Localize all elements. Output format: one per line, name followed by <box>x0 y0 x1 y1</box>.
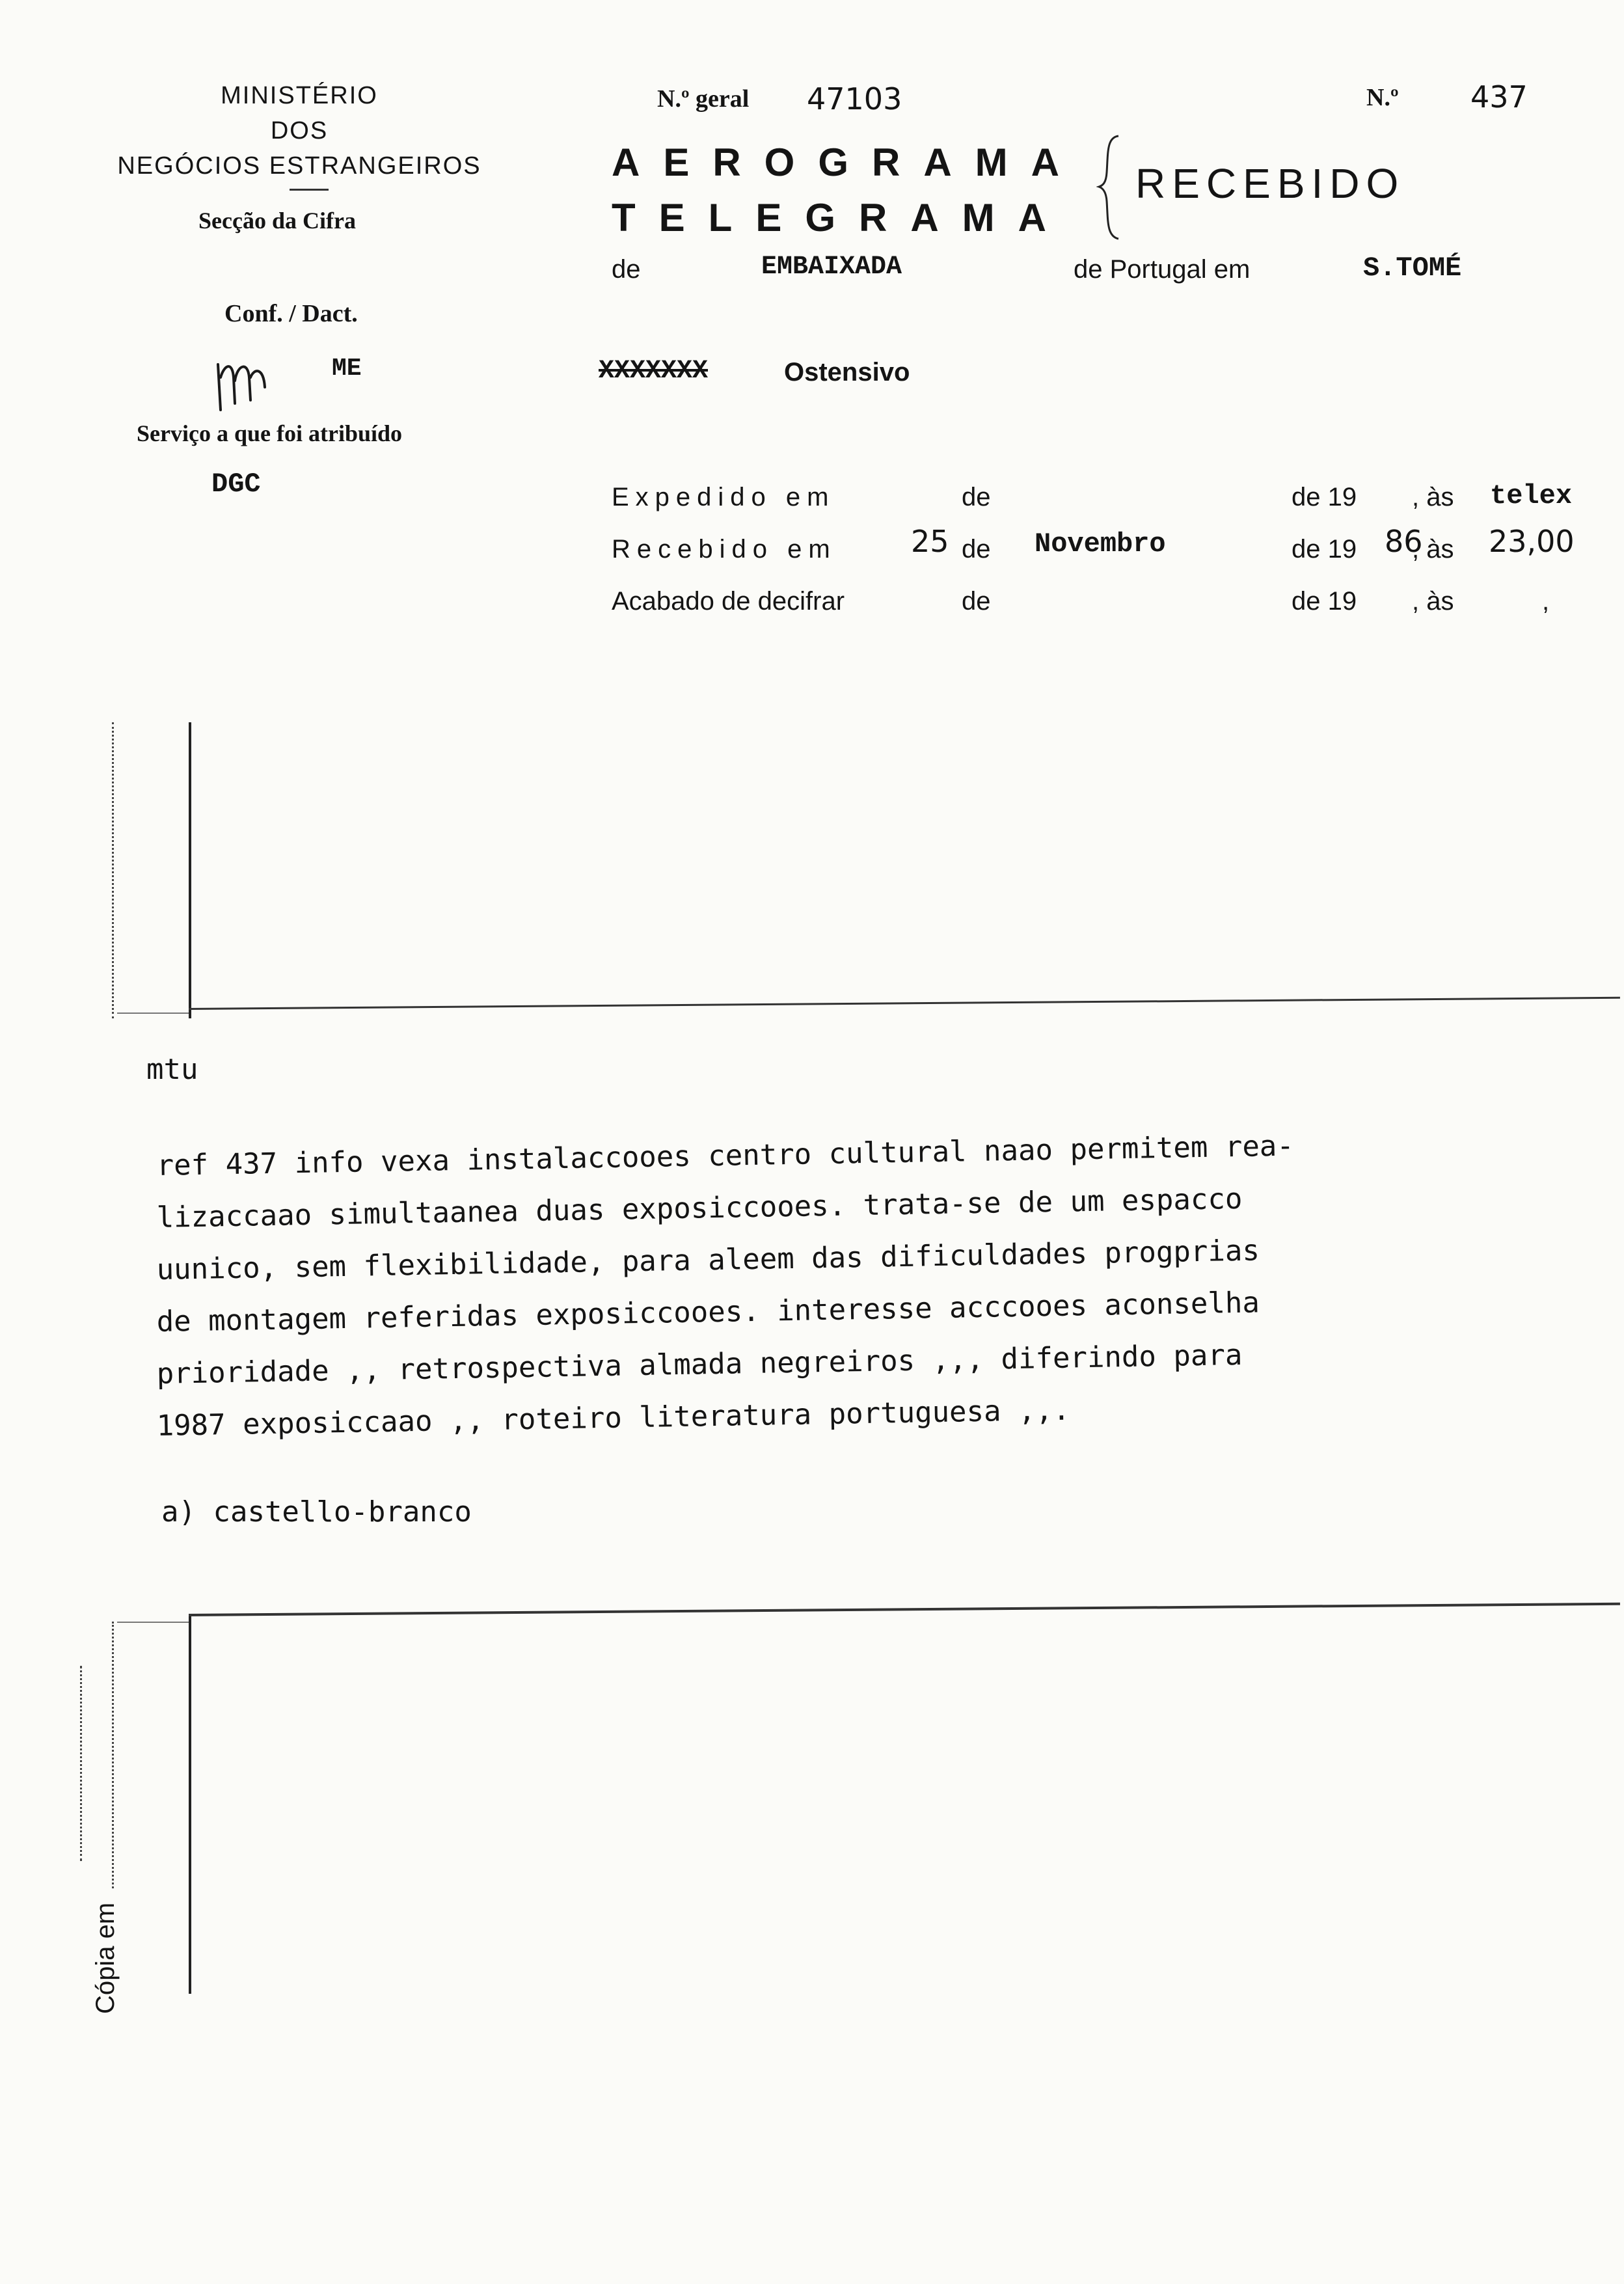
message-line: de montagem referidas exposiccooes. interesse acccooes aconselha <box>156 1286 1260 1339</box>
recebido-day: 25 <box>911 524 949 559</box>
geral-label: N.º geral <box>657 85 750 113</box>
classification-struck: XXXXXXX <box>599 357 709 386</box>
recebido-label: Recebido em <box>612 535 837 564</box>
recebido-de19: de 19 <box>1292 535 1357 564</box>
recebido-as: , às <box>1412 535 1454 564</box>
recebido-time: 23,00 <box>1489 524 1575 559</box>
message-line: ref 437 info vexa instalaccooes centro cultural naao permitem rea- <box>156 1129 1295 1182</box>
status-received: RECEBIDO <box>1135 160 1405 207</box>
message-line: lizaccaao simultaanea duas exposiccooes. trata-se de um espacco <box>156 1182 1243 1234</box>
upper-box-stub-rule <box>117 1013 189 1014</box>
n-label: N.º <box>1366 84 1399 111</box>
service-label: Serviço a que foi atribuído <box>137 420 403 446</box>
ministry-line-3: NEGÓCIOS ESTRANGEIROS <box>117 152 481 180</box>
title-brace <box>1096 133 1122 241</box>
message-line: 1987 exposiccaao ,, roteiro literatura portuguesa ,,. <box>156 1393 1070 1443</box>
origin-portugal-label: de Portugal em <box>1074 255 1251 284</box>
geral-value: 47103 <box>807 81 902 116</box>
lower-margin-dots <box>112 1622 114 1888</box>
message-signature: a) castello-branco <box>161 1495 472 1529</box>
recebido-de: de <box>962 535 991 564</box>
lower-box-top-rule <box>189 1603 1620 1616</box>
conf-value: ME <box>332 355 362 383</box>
initials-signature <box>211 351 270 416</box>
ministry-divider <box>290 189 329 191</box>
acabado-comma: , <box>1542 587 1550 616</box>
expedido-as: , às <box>1412 483 1454 511</box>
acabado-de: de <box>962 587 991 616</box>
recebido-year: 86 <box>1385 524 1423 559</box>
upper-box-left-rule <box>189 722 191 1018</box>
expedido-de: de <box>962 483 991 511</box>
copy-dots <box>80 1666 82 1861</box>
message-code: mtu <box>146 1053 198 1086</box>
recebido-month: Novembro <box>1035 528 1166 560</box>
conf-label: Conf. / Dact. <box>224 300 358 327</box>
classification-label: Ostensivo <box>784 358 910 387</box>
n-value: 437 <box>1470 79 1528 115</box>
message-line: prioridade ,, retrospectiva almada negreiros ,,, diferindo para <box>156 1338 1243 1391</box>
expedido-de19: de 19 <box>1292 483 1357 511</box>
lower-box-left-rule <box>189 1616 191 1994</box>
ministry-line-1: MINISTÉRIO <box>221 82 378 109</box>
copy-label: Cópia em <box>91 1902 120 2014</box>
origin-location: S.TOMÉ <box>1363 252 1462 284</box>
origin-de-label: de <box>612 255 641 284</box>
lower-box-stub-rule <box>117 1622 189 1623</box>
telegrama-title: TELEGRAMA <box>612 196 1070 239</box>
acabado-as: , às <box>1412 587 1454 616</box>
expedido-time: telex <box>1490 480 1573 511</box>
section-label: Secção da Cifra <box>198 208 356 234</box>
service-value: DGC <box>211 469 261 500</box>
acabado-label: Acabado de decifrar <box>612 587 845 616</box>
message-line: uunico, sem flexibilidade, para aleem das dificuldades progprias <box>156 1234 1260 1286</box>
upper-box-bottom-rule <box>189 997 1620 1010</box>
expedido-label: Expedido em <box>612 483 835 511</box>
origin-sender: EMBAIXADA <box>761 252 902 282</box>
ministry-name <box>72 78 527 184</box>
ministry-line-2: DOS <box>270 117 329 144</box>
aerograma-title: AEROGRAMA <box>612 141 1083 184</box>
acabado-de19: de 19 <box>1292 587 1357 616</box>
upper-margin-dots <box>112 722 114 1018</box>
